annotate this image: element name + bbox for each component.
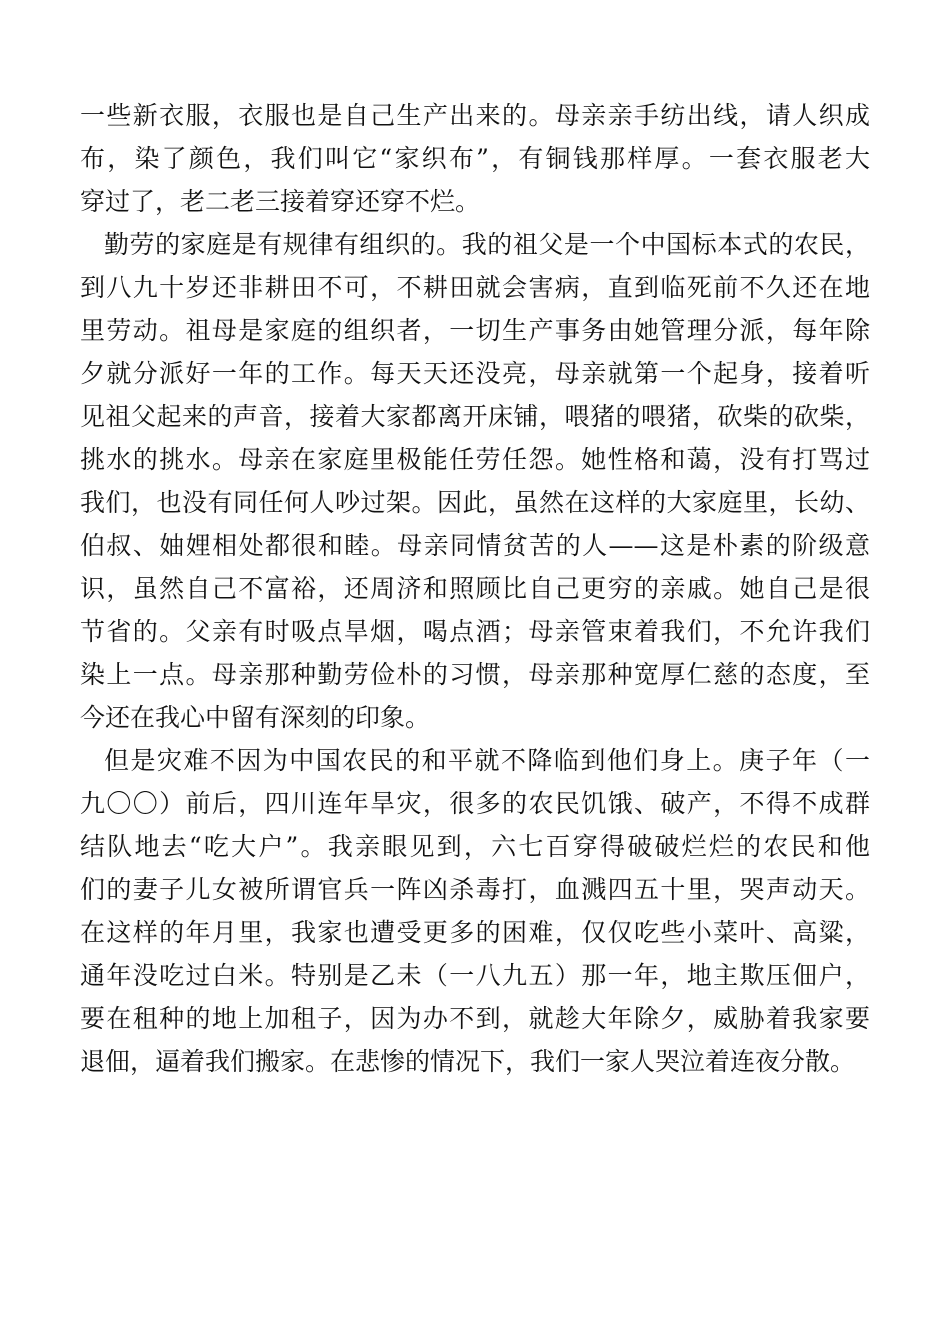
paragraph-2-line-8: 伯叔、妯娌相处都很和睦。母亲同情贫苦的人——这是朴素的阶级意 xyxy=(80,531,870,560)
paragraph-2-line-11: 染上一点。母亲那种勤劳俭朴的习惯，母亲那种宽厚仁慈的态度，至 xyxy=(80,660,870,689)
paragraph-3-line-3: 结队地去“吃大户”。我亲眼见到，六七百穿得破破烂烂的农民和他 xyxy=(80,832,870,861)
paragraph-2-line-12: 今还在我心中留有深刻的印象。 xyxy=(80,703,431,732)
paragraph-3-line-5: 在这样的年月里，我家也遭受更多的困难，仅仅吃些小菜叶、高粱， xyxy=(80,918,870,947)
paragraph-3-line-8: 退佃，逼着我们搬家。在悲惨的情况下，我们一家人哭泣着连夜分散。 xyxy=(80,1047,856,1076)
paragraph-2-line-1: 勤劳的家庭是有规律有组织的。我的祖父是一个中国标本式的农民， xyxy=(104,230,870,259)
paragraph-2-line-10: 节省的。父亲有时吸点旱烟，喝点酒；母亲管束着我们，不允许我们 xyxy=(80,617,870,646)
paragraph-2-line-3: 里劳动。祖母是家庭的组织者，一切生产事务由她管理分派，每年除 xyxy=(80,316,870,345)
paragraph-3-line-2: 九〇〇）前后，四川连年旱灾，很多的农民饥饿、破产，不得不成群 xyxy=(80,789,870,818)
paragraph-3-line-1: 但是灾难不因为中国农民的和平就不降临到他们身上。庚子年（一 xyxy=(104,746,870,775)
paragraph-2-line-5: 见祖父起来的声音，接着大家都离开床铺，喂猪的喂猪，砍柴的砍柴， xyxy=(80,402,870,431)
paragraph-2-line-6: 挑水的挑水。母亲在家庭里极能任劳任怨。她性格和蔼，没有打骂过 xyxy=(80,445,870,474)
paragraph-2-line-2: 到八九十岁还非耕田不可，不耕田就会害病，直到临死前不久还在地 xyxy=(80,273,870,302)
paragraph-2-line-7: 我们，也没有同任何人吵过架。因此，虽然在这样的大家庭里，长幼、 xyxy=(80,488,870,517)
paragraph-2-line-4: 夕就分派好一年的工作。每天天还没亮，母亲就第一个起身，接着听 xyxy=(80,359,870,388)
paragraph-1-line-2: 布，染了颜色，我们叫它“家织布”，有铜钱那样厚。一套衣服老大 xyxy=(80,144,870,173)
paragraph-3-line-6: 通年没吃过白米。特别是乙未（一八九五）那一年，地主欺压佃户， xyxy=(80,961,870,990)
paragraph-1-line-3: 穿过了，老二老三接着穿还穿不烂。 xyxy=(80,187,481,216)
paragraph-3-line-4: 们的妻子儿女被所谓官兵一阵凶杀毒打，血溅四五十里，哭声动天。 xyxy=(80,875,870,904)
body-text xyxy=(80,94,870,1083)
paragraph-2-line-9: 识，虽然自己不富裕，还周济和照顾比自己更穷的亲戚。她自己是很 xyxy=(80,574,870,603)
paragraph-3-line-7: 要在租种的地上加租子，因为办不到，就趁大年除夕，威胁着我家要 xyxy=(80,1004,870,1033)
paragraph-1-line-1: 一些新衣服，衣服也是自己生产出来的。母亲亲手纺出线，请人织成 xyxy=(80,101,870,130)
